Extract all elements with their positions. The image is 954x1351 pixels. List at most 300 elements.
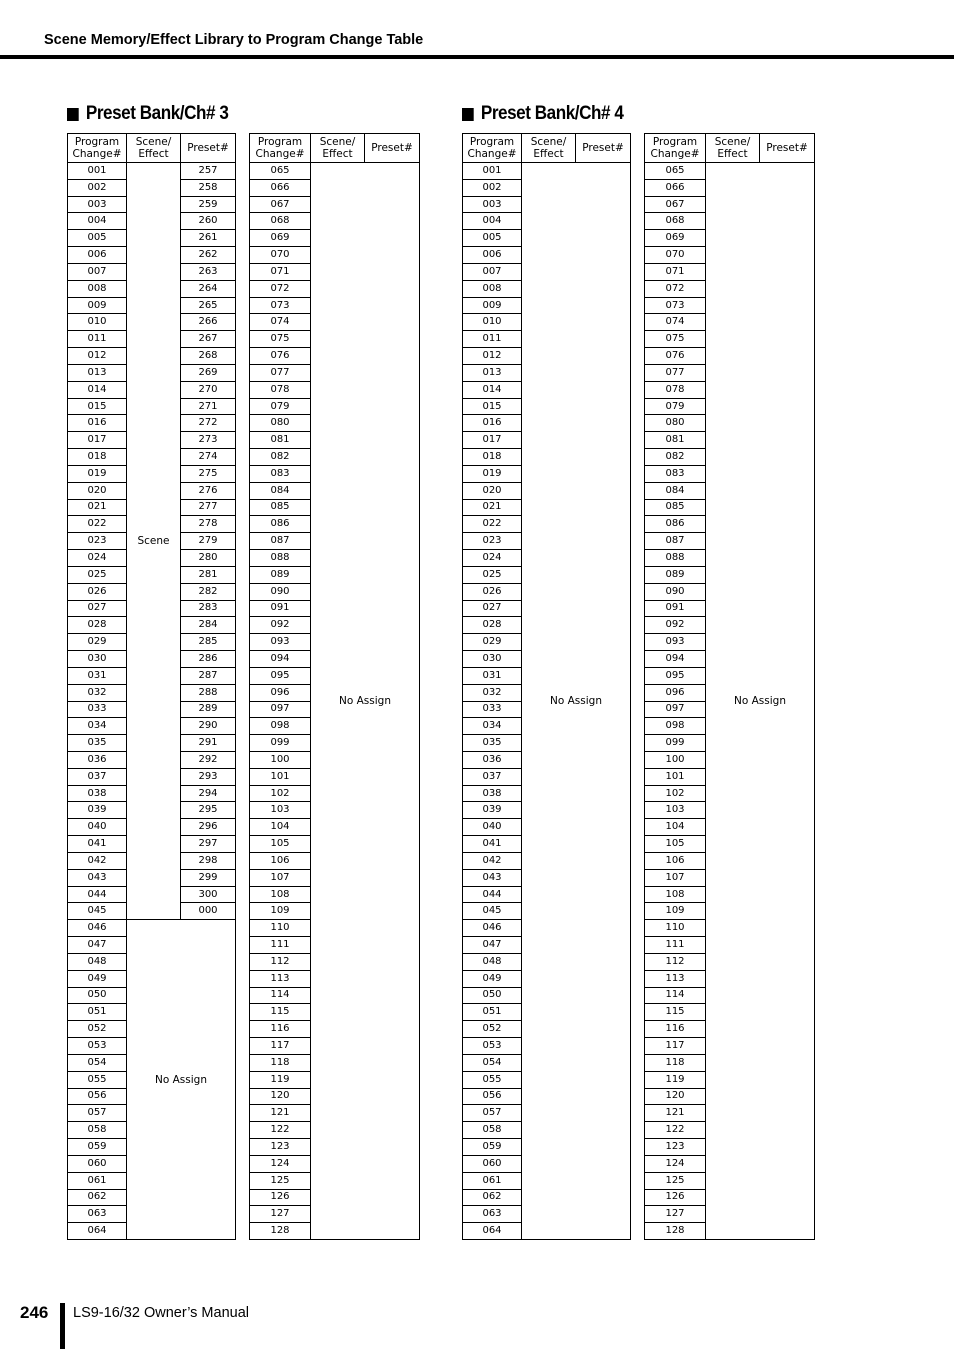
program-change-cell: 086 [645, 516, 706, 533]
program-change-cell: 046 [463, 920, 522, 937]
program-change-cell: 042 [68, 852, 127, 869]
preset-cell: 264 [181, 280, 236, 297]
program-change-table-bank3-part2 [249, 133, 420, 1240]
program-change-cell: 100 [250, 751, 311, 768]
program-change-cell: 036 [68, 751, 127, 768]
section-title-bank-3 [67, 103, 228, 125]
program-change-cell: 084 [250, 482, 311, 499]
program-change-cell: 039 [68, 802, 127, 819]
program-change-cell: 087 [645, 533, 706, 550]
program-change-cell: 102 [250, 785, 311, 802]
program-change-cell: 073 [645, 297, 706, 314]
program-change-cell: 012 [68, 348, 127, 365]
program-change-cell: 087 [250, 533, 311, 550]
program-change-cell: 069 [250, 230, 311, 247]
page-header-title: Scene Memory/Effect Library to Program Change Table [44, 32, 424, 48]
program-change-cell: 096 [645, 684, 706, 701]
program-change-cell: 049 [463, 970, 522, 987]
program-change-cell: 005 [68, 230, 127, 247]
program-change-cell: 034 [68, 718, 127, 735]
program-change-cell: 066 [645, 179, 706, 196]
program-change-cell: 043 [463, 869, 522, 886]
program-change-cell: 028 [463, 617, 522, 634]
program-change-cell: 052 [68, 1021, 127, 1038]
program-change-cell: 085 [250, 499, 311, 516]
program-change-cell: 006 [68, 247, 127, 264]
program-change-cell: 037 [463, 768, 522, 785]
program-change-cell: 108 [250, 886, 311, 903]
program-change-table-bank3-part1 [67, 133, 236, 1240]
no-assign-cell: No Assign [706, 163, 815, 1240]
preset-cell: 289 [181, 701, 236, 718]
table-row [463, 163, 631, 180]
program-change-cell: 023 [463, 533, 522, 550]
preset-cell: 280 [181, 550, 236, 567]
section-title-text: Preset Bank/Ch# 4 [480, 103, 624, 124]
program-change-cell: 032 [463, 684, 522, 701]
program-change-cell: 003 [463, 196, 522, 213]
program-change-cell: 055 [463, 1071, 522, 1088]
header-text: Preset# [371, 142, 413, 154]
preset-cell: 270 [181, 381, 236, 398]
header-text: Change# [72, 148, 122, 160]
program-change-cell: 025 [463, 566, 522, 583]
program-change-cell: 025 [68, 566, 127, 583]
preset-cell: 293 [181, 768, 236, 785]
preset-cell: 285 [181, 634, 236, 651]
program-change-cell: 044 [463, 886, 522, 903]
program-change-cell: 114 [250, 987, 311, 1004]
program-change-cell: 047 [463, 937, 522, 954]
preset-cell: 274 [181, 449, 236, 466]
preset-cell: 288 [181, 684, 236, 701]
program-change-cell: 080 [250, 415, 311, 432]
program-change-cell: 075 [645, 331, 706, 348]
program-change-cell: 027 [463, 600, 522, 617]
program-change-cell: 065 [645, 163, 706, 180]
column-header-preset [576, 134, 631, 163]
program-change-cell: 098 [250, 718, 311, 735]
program-change-cell: 011 [68, 331, 127, 348]
program-change-cell: 117 [250, 1038, 311, 1055]
program-change-cell: 119 [250, 1071, 311, 1088]
program-change-cell: 041 [68, 836, 127, 853]
program-change-cell: 115 [250, 1004, 311, 1021]
program-change-cell: 079 [645, 398, 706, 415]
program-change-cell: 009 [463, 297, 522, 314]
no-assign-cell: No Assign [127, 920, 236, 1240]
program-change-cell: 019 [68, 465, 127, 482]
program-change-cell: 013 [68, 364, 127, 381]
program-change-cell: 011 [463, 331, 522, 348]
program-change-cell: 091 [645, 600, 706, 617]
program-change-cell: 020 [463, 482, 522, 499]
program-change-cell: 035 [463, 735, 522, 752]
program-change-cell: 107 [645, 869, 706, 886]
program-change-cell: 121 [250, 1105, 311, 1122]
program-change-cell: 061 [463, 1172, 522, 1189]
program-change-cell: 021 [463, 499, 522, 516]
preset-cell: 283 [181, 600, 236, 617]
preset-cell: 266 [181, 314, 236, 331]
program-change-cell: 111 [250, 937, 311, 954]
program-change-cell: 084 [645, 482, 706, 499]
program-change-cell: 074 [645, 314, 706, 331]
program-change-cell: 022 [463, 516, 522, 533]
program-change-cell: 012 [463, 348, 522, 365]
preset-cell: 298 [181, 852, 236, 869]
header-rule [0, 55, 954, 59]
header-text: Scene/ [135, 136, 172, 148]
program-change-cell: 104 [645, 819, 706, 836]
program-change-cell: 075 [250, 331, 311, 348]
header-text: Program [469, 136, 515, 148]
program-change-cell: 100 [645, 751, 706, 768]
program-change-cell: 062 [68, 1189, 127, 1206]
program-change-cell: 017 [463, 432, 522, 449]
program-change-cell: 014 [463, 381, 522, 398]
program-change-cell: 071 [250, 263, 311, 280]
program-change-cell: 070 [645, 247, 706, 264]
preset-cell: 292 [181, 751, 236, 768]
program-change-cell: 032 [68, 684, 127, 701]
program-change-cell: 036 [463, 751, 522, 768]
program-change-cell: 126 [250, 1189, 311, 1206]
column-header-program-change [463, 134, 522, 163]
program-change-cell: 128 [645, 1223, 706, 1240]
column-header-scene-effect [706, 134, 760, 163]
program-change-cell: 064 [463, 1223, 522, 1240]
program-change-cell: 018 [463, 449, 522, 466]
program-change-cell: 126 [645, 1189, 706, 1206]
program-change-cell: 089 [250, 566, 311, 583]
program-change-cell: 008 [68, 280, 127, 297]
program-change-cell: 105 [645, 836, 706, 853]
program-change-cell: 044 [68, 886, 127, 903]
program-change-cell: 034 [463, 718, 522, 735]
program-change-cell: 125 [250, 1172, 311, 1189]
program-change-cell: 101 [250, 768, 311, 785]
program-change-cell: 118 [645, 1054, 706, 1071]
program-change-cell: 115 [645, 1004, 706, 1021]
program-change-cell: 020 [68, 482, 127, 499]
program-change-cell: 051 [68, 1004, 127, 1021]
program-change-cell: 018 [68, 449, 127, 466]
program-change-cell: 002 [463, 179, 522, 196]
program-change-cell: 061 [68, 1172, 127, 1189]
table-row [68, 920, 236, 937]
program-change-cell: 114 [645, 987, 706, 1004]
header-text: Scene/ [714, 136, 751, 148]
header-text: Program [74, 136, 120, 148]
program-change-cell: 050 [463, 987, 522, 1004]
program-change-cell: 026 [463, 583, 522, 600]
program-change-cell: 103 [250, 802, 311, 819]
preset-cell: 258 [181, 179, 236, 196]
preset-cell: 282 [181, 583, 236, 600]
program-change-cell: 006 [463, 247, 522, 264]
program-change-cell: 004 [463, 213, 522, 230]
header-text: Preset# [766, 142, 808, 154]
program-change-cell: 056 [68, 1088, 127, 1105]
header-text: Change# [255, 148, 305, 160]
program-change-cell: 016 [463, 415, 522, 432]
program-change-cell: 094 [645, 651, 706, 668]
preset-cell: 278 [181, 516, 236, 533]
preset-cell: 273 [181, 432, 236, 449]
program-change-cell: 113 [645, 970, 706, 987]
program-change-cell: 078 [645, 381, 706, 398]
program-change-cell: 106 [250, 852, 311, 869]
preset-cell: 271 [181, 398, 236, 415]
program-change-cell: 022 [68, 516, 127, 533]
program-change-cell: 078 [250, 381, 311, 398]
program-change-cell: 109 [645, 903, 706, 920]
program-change-cell: 016 [68, 415, 127, 432]
program-change-cell: 070 [250, 247, 311, 264]
preset-cell: 268 [181, 348, 236, 365]
program-change-cell: 054 [68, 1054, 127, 1071]
program-change-cell: 080 [645, 415, 706, 432]
program-change-cell: 108 [645, 886, 706, 903]
column-header-preset [181, 134, 236, 163]
program-change-cell: 004 [68, 213, 127, 230]
program-change-cell: 043 [68, 869, 127, 886]
header-text: Effect [138, 148, 169, 160]
preset-cell: 276 [181, 482, 236, 499]
program-change-cell: 074 [250, 314, 311, 331]
page-number: 246 [20, 1303, 49, 1322]
program-change-cell: 116 [250, 1021, 311, 1038]
preset-cell: 272 [181, 415, 236, 432]
program-change-cell: 027 [68, 600, 127, 617]
column-header-preset [365, 134, 420, 163]
program-change-cell: 048 [463, 953, 522, 970]
preset-cell: 000 [181, 903, 236, 920]
program-change-cell: 068 [645, 213, 706, 230]
program-change-cell: 007 [463, 263, 522, 280]
program-change-cell: 007 [68, 263, 127, 280]
program-change-cell: 053 [463, 1038, 522, 1055]
program-change-cell: 120 [250, 1088, 311, 1105]
program-change-cell: 002 [68, 179, 127, 196]
program-change-cell: 045 [463, 903, 522, 920]
program-change-cell: 079 [250, 398, 311, 415]
program-change-cell: 059 [463, 1139, 522, 1156]
preset-cell: 259 [181, 196, 236, 213]
column-header-scene-effect [522, 134, 576, 163]
program-change-cell: 059 [68, 1139, 127, 1156]
program-change-cell: 123 [645, 1139, 706, 1156]
program-change-cell: 081 [645, 432, 706, 449]
program-change-cell: 112 [645, 953, 706, 970]
program-change-cell: 076 [645, 348, 706, 365]
program-change-cell: 026 [68, 583, 127, 600]
program-change-cell: 054 [463, 1054, 522, 1071]
program-change-cell: 024 [463, 550, 522, 567]
program-change-cell: 053 [68, 1038, 127, 1055]
program-change-cell: 033 [463, 701, 522, 718]
program-change-cell: 010 [68, 314, 127, 331]
program-change-cell: 099 [645, 735, 706, 752]
program-change-cell: 123 [250, 1139, 311, 1156]
program-change-cell: 031 [463, 667, 522, 684]
table-row [645, 163, 815, 180]
preset-cell: 286 [181, 651, 236, 668]
column-header-program-change [645, 134, 706, 163]
program-change-cell: 045 [68, 903, 127, 920]
program-change-cell: 030 [463, 651, 522, 668]
program-change-cell: 063 [463, 1206, 522, 1223]
preset-cell: 262 [181, 247, 236, 264]
program-change-cell: 083 [250, 465, 311, 482]
program-change-cell: 023 [68, 533, 127, 550]
program-change-cell: 024 [68, 550, 127, 567]
program-change-cell: 111 [645, 937, 706, 954]
header-text: Scene/ [319, 136, 356, 148]
program-change-cell: 072 [645, 280, 706, 297]
program-change-cell: 076 [250, 348, 311, 365]
header-text: Effect [322, 148, 353, 160]
program-change-cell: 119 [645, 1071, 706, 1088]
program-change-cell: 081 [250, 432, 311, 449]
program-change-cell: 003 [68, 196, 127, 213]
program-change-cell: 009 [68, 297, 127, 314]
program-change-cell: 127 [645, 1206, 706, 1223]
preset-cell: 260 [181, 213, 236, 230]
program-change-cell: 082 [250, 449, 311, 466]
header-text: Change# [467, 148, 517, 160]
program-change-cell: 110 [250, 920, 311, 937]
program-change-cell: 103 [645, 802, 706, 819]
program-change-cell: 097 [645, 701, 706, 718]
program-change-cell: 117 [645, 1038, 706, 1055]
square-bullet-icon [462, 108, 474, 121]
header-text: Effect [533, 148, 564, 160]
program-change-cell: 065 [250, 163, 311, 180]
program-change-cell: 050 [68, 987, 127, 1004]
program-change-cell: 109 [250, 903, 311, 920]
scene-effect-cell: Scene [127, 163, 181, 920]
preset-cell: 284 [181, 617, 236, 634]
program-change-cell: 094 [250, 651, 311, 668]
program-change-cell: 008 [463, 280, 522, 297]
program-change-cell: 038 [463, 785, 522, 802]
program-change-cell: 122 [250, 1122, 311, 1139]
program-change-cell: 015 [68, 398, 127, 415]
program-change-cell: 030 [68, 651, 127, 668]
program-change-cell: 001 [68, 163, 127, 180]
program-change-cell: 104 [250, 819, 311, 836]
program-change-cell: 077 [645, 364, 706, 381]
program-change-cell: 105 [250, 836, 311, 853]
square-bullet-icon [67, 108, 79, 121]
program-change-cell: 122 [645, 1122, 706, 1139]
program-change-cell: 118 [250, 1054, 311, 1071]
preset-cell: 291 [181, 735, 236, 752]
program-change-cell: 040 [463, 819, 522, 836]
program-change-cell: 088 [250, 550, 311, 567]
program-change-cell: 058 [68, 1122, 127, 1139]
program-change-cell: 048 [68, 953, 127, 970]
program-change-cell: 093 [645, 634, 706, 651]
preset-cell: 277 [181, 499, 236, 516]
preset-cell: 257 [181, 163, 236, 180]
header-text: Preset# [582, 142, 624, 154]
program-change-cell: 013 [463, 364, 522, 381]
program-change-cell: 088 [645, 550, 706, 567]
program-change-cell: 040 [68, 819, 127, 836]
program-change-cell: 029 [68, 634, 127, 651]
program-change-cell: 056 [463, 1088, 522, 1105]
preset-cell: 263 [181, 263, 236, 280]
program-change-cell: 069 [645, 230, 706, 247]
preset-cell: 287 [181, 667, 236, 684]
program-change-cell: 047 [68, 937, 127, 954]
program-change-cell: 097 [250, 701, 311, 718]
program-change-cell: 063 [68, 1206, 127, 1223]
program-change-cell: 058 [463, 1122, 522, 1139]
program-change-cell: 042 [463, 852, 522, 869]
preset-cell: 300 [181, 886, 236, 903]
preset-cell: 299 [181, 869, 236, 886]
section-title-text: Preset Bank/Ch# 3 [85, 103, 229, 124]
program-change-cell: 033 [68, 701, 127, 718]
program-change-cell: 066 [250, 179, 311, 196]
preset-cell: 275 [181, 465, 236, 482]
program-change-cell: 124 [250, 1155, 311, 1172]
column-header-program-change [68, 134, 127, 163]
program-change-cell: 064 [68, 1223, 127, 1240]
program-change-cell: 091 [250, 600, 311, 617]
program-change-cell: 060 [463, 1155, 522, 1172]
program-change-cell: 127 [250, 1206, 311, 1223]
preset-cell: 269 [181, 364, 236, 381]
program-change-cell: 098 [645, 718, 706, 735]
program-change-cell: 039 [463, 802, 522, 819]
preset-cell: 279 [181, 533, 236, 550]
program-change-cell: 099 [250, 735, 311, 752]
section-title-bank-4 [462, 103, 623, 125]
program-change-cell: 052 [463, 1021, 522, 1038]
program-change-cell: 083 [645, 465, 706, 482]
header-text: Preset# [187, 142, 229, 154]
program-change-table-bank4-part2 [644, 133, 815, 1240]
program-change-cell: 071 [645, 263, 706, 280]
footer-bar [60, 1303, 65, 1349]
program-change-cell: 092 [250, 617, 311, 634]
program-change-cell: 093 [250, 634, 311, 651]
table-row [68, 163, 236, 180]
header-text: Program [257, 136, 303, 148]
program-change-cell: 057 [463, 1105, 522, 1122]
program-change-cell: 028 [68, 617, 127, 634]
program-change-cell: 101 [645, 768, 706, 785]
program-change-cell: 021 [68, 499, 127, 516]
header-text: Scene/ [530, 136, 567, 148]
program-change-table-bank4-part1 [462, 133, 631, 1240]
program-change-cell: 010 [463, 314, 522, 331]
program-change-cell: 086 [250, 516, 311, 533]
program-change-cell: 051 [463, 1004, 522, 1021]
program-change-cell: 072 [250, 280, 311, 297]
header-text: Program [652, 136, 698, 148]
program-change-cell: 107 [250, 869, 311, 886]
program-change-cell: 001 [463, 163, 522, 180]
program-change-cell: 073 [250, 297, 311, 314]
program-change-cell: 060 [68, 1155, 127, 1172]
program-change-cell: 092 [645, 617, 706, 634]
